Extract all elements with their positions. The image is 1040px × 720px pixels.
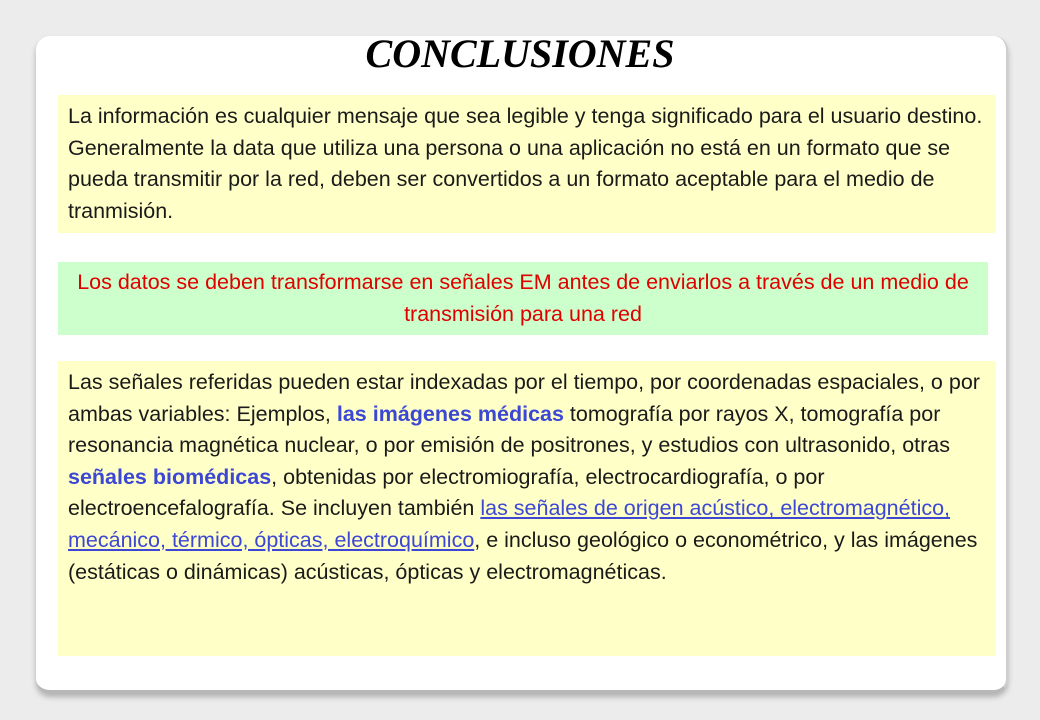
signal-origins-link[interactable]: las señales de origen acústico, electromagnético, mecánico, térmico, ópticas, electroquímico (68, 496, 951, 552)
signal-transformation-box (58, 262, 988, 335)
information-definition-text: La información es cualquier mensaje que sea legible y tenga significado para el usuario destino. Generalmente la data que utiliza una persona o una aplicación no está en un formato que se pueda transmitir por la red, deben ser convertidos a un formato aceptable para el medio de tranmisión. (68, 104, 983, 223)
signal-examples-text-4: , e incluso geológico o econométrico, y las imágenes (estáticas o dinámicas) acústicas, ópticas y electromagnéticas. (68, 527, 978, 584)
signal-examples-text-3: , obtenidas por electromiografía, electrocardiografía, o por electroencefalografía. Se incluyen también (68, 464, 825, 521)
slide-title: CONCLUSIONES (365, 31, 675, 76)
signal-transformation-text: Los datos se deben transformarse en señales EM antes de enviarlos a través de un medio de transmisión para una red (77, 270, 969, 326)
biomedical-signals-highlight: señales biomédicas (68, 464, 272, 489)
medical-images-highlight: las imágenes médicas (336, 401, 564, 426)
signal-examples-text-2: tomografía por rayos X, tomografía por resonancia magnética nuclear, o por emisión de positrones, y estudios con ultrasonido, otras (68, 401, 951, 458)
information-definition-box (58, 95, 996, 233)
signal-examples-text-1: Las señales referidas pueden estar indexadas por el tiempo, por coordenadas espaciales, o por ambas variables: Ejemplos, (68, 370, 980, 426)
signal-examples-box (58, 361, 996, 656)
